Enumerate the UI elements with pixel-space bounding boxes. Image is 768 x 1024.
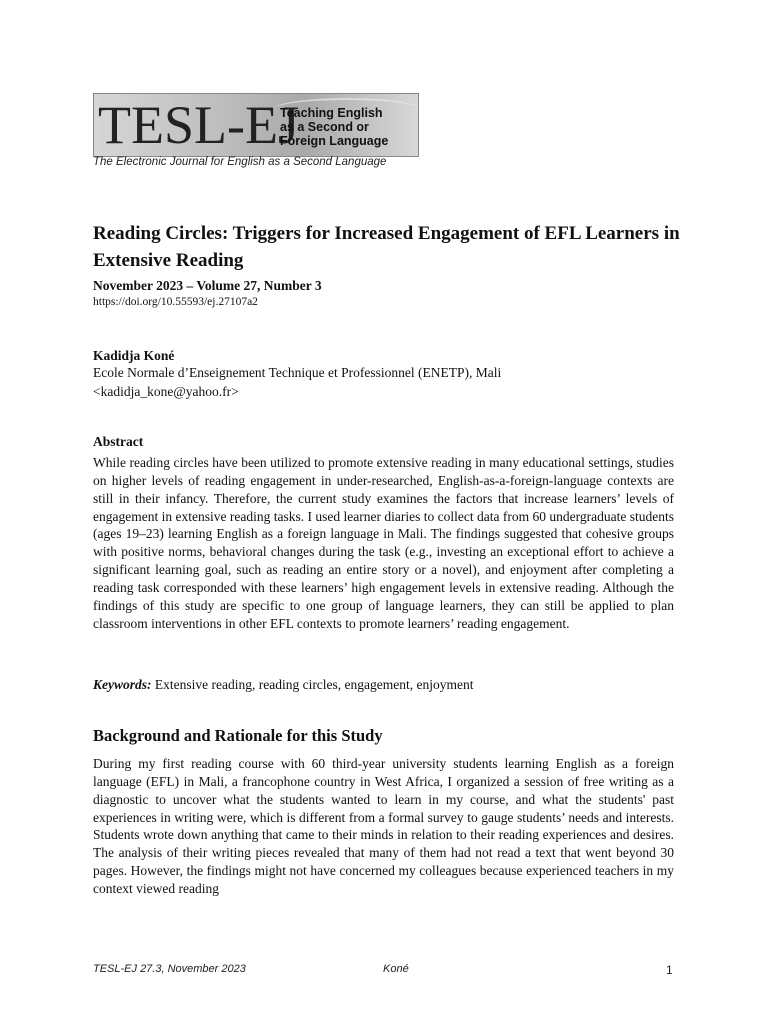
logo-tagline-line-1: Teaching English (280, 106, 383, 120)
author-email[interactable]: <kadidja_kone@yahoo.fr> (93, 384, 239, 399)
journal-logo (93, 93, 419, 157)
footer-journal: TESL-EJ 27.3, November 2023 (93, 963, 246, 975)
footer-author: Koné (383, 963, 409, 975)
author-affiliation: Ecole Normale d’Enseignement Technique et Professionnel (ENETP), Mali (93, 365, 502, 380)
article-title: Reading Circles: Triggers for Increased Engagement of EFL Learners in Extensive Reading (93, 223, 680, 271)
logo-tagline-line-2: as a Second or (280, 120, 369, 134)
issue-info: November 2023 – Volume 27, Number 3 (93, 278, 322, 293)
abstract-text: While reading circles have been utilized to promote extensive reading in many educational settings, studies on higher levels of reading engagement in under-researched, English-as-a-foreign-language contexts are still in their infancy. Therefore, the current study examines the factors that increase learners’ levels of engagement in extensive reading tasks. I used learner diaries to collect data from 60 undergraduate students (ages 19–23) learning English as a foreign language in Mali. The findings suggested that cohesive groups with positive norms, behavioral changes during the task (e.g., investing an exceptional effort to achieve a significant learning goal, such as reading an entire story or a novel), and enjoyment after completing a reading task corresponded with these learners’ high engagement levels in extensive reading. Although the findings of this study are specific to one group of language learners, they can still be applied to plan classroom interventions in other EFL contexts to promote learners’ reading engagement. (93, 455, 674, 631)
page-number: 1 (666, 963, 673, 977)
doi-link[interactable]: https://doi.org/10.55593/ej.27107a2 (93, 296, 258, 308)
section-heading: Background and Rationale for this Study (93, 726, 383, 745)
logo-tagline (280, 106, 416, 148)
section-text: During my first reading course with 60 third-year university students learning English as a foreign language (EFL) in Mali, a francophone country in West Africa, I organized a session of free writing as a diagnostic to uncover what the students wanted to learn in my course, and what the students' past experiences in writing were, which is different from a formal survey to gauge students’ needs and interests. Students wrote down anything that came to their minds in relation to their reading experiences and desires. The analysis of their writing pieces revealed that many of them had not read a text that went beyond 30 pages. However, the findings might not have concerned my colleagues because experienced teachers in my context viewed reading (93, 756, 674, 896)
keywords-line (93, 677, 474, 693)
keywords-label: Keywords: (93, 677, 152, 692)
keywords-text: Extensive reading, reading circles, engagement, enjoyment (154, 677, 474, 692)
author-name: Kadidja Koné (93, 348, 175, 363)
abstract-heading: Abstract (93, 434, 144, 449)
logo-wordmark: TESL-EJ (98, 95, 299, 155)
journal-subtitle: The Electronic Journal for English as a Second Language (93, 156, 387, 168)
logo-tagline-line-3: Foreign Language (280, 134, 389, 148)
